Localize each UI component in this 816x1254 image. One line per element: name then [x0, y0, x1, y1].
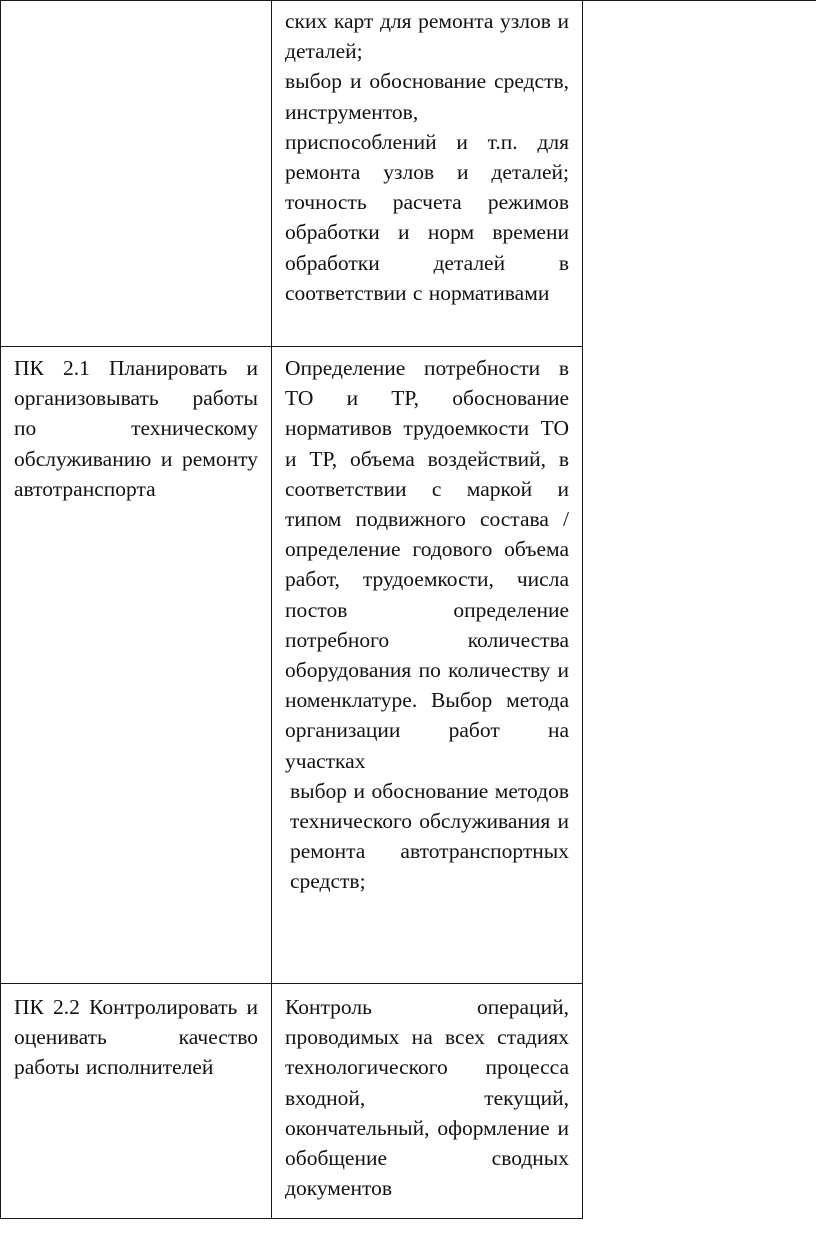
- table-left-border: [0, 0, 1, 1219]
- row3-left-text: ПК 2.2 Контролировать и оценивать качество работы исполнителей: [14, 995, 258, 1080]
- row2-left-cell: [14, 353, 258, 504]
- table-bottom-border: [0, 1218, 583, 1219]
- row1-right-para-1: ских карт для ремонта узлов и деталей;: [285, 9, 569, 64]
- row3-right-cell: [285, 992, 569, 1203]
- row3-left-cell: [14, 992, 258, 1083]
- row2-right-para-2: выбор и обоснование методов технического обслуживания и ремонта автотранспортных средств;: [290, 778, 569, 894]
- column-divider-2: [582, 0, 583, 1219]
- column-divider-1: [271, 0, 272, 1219]
- row2-right-para-1: Определение потребности в ТО и ТР, обоснование нормативов трудоемкости ТО и ТР, объема воздействий, в соответствии с маркой и типом подвижного состава / определение годового объема работ, трудоемкости, числа постов определение потребного количества оборудования по количеству и номенклатуре. Выбор метода организации работ на участках: [285, 356, 569, 773]
- table-top-border: [0, 0, 816, 1]
- row1-right-cell: [285, 6, 569, 308]
- row-divider-1: [0, 346, 583, 347]
- row1-right-para-2: выбор и обоснование средств, инструментов, приспособлений и т.п. для ремонта узлов и деталей; точность расчета режимов обработки и норм времени обработки деталей в соответствии с нормативами: [285, 69, 569, 305]
- row2-left-text: ПК 2.1 Планировать и организовывать работы по техническому обслуживанию и ремонту автотранспорта: [14, 356, 258, 501]
- row2-right-cell: [285, 353, 569, 897]
- row-divider-2: [0, 983, 583, 984]
- row3-right-para-1: Контроль операций, проводимых на всех стадиях технологического процесса входной, текущий, окончательный, оформление и обобщение сводных документов: [285, 995, 569, 1201]
